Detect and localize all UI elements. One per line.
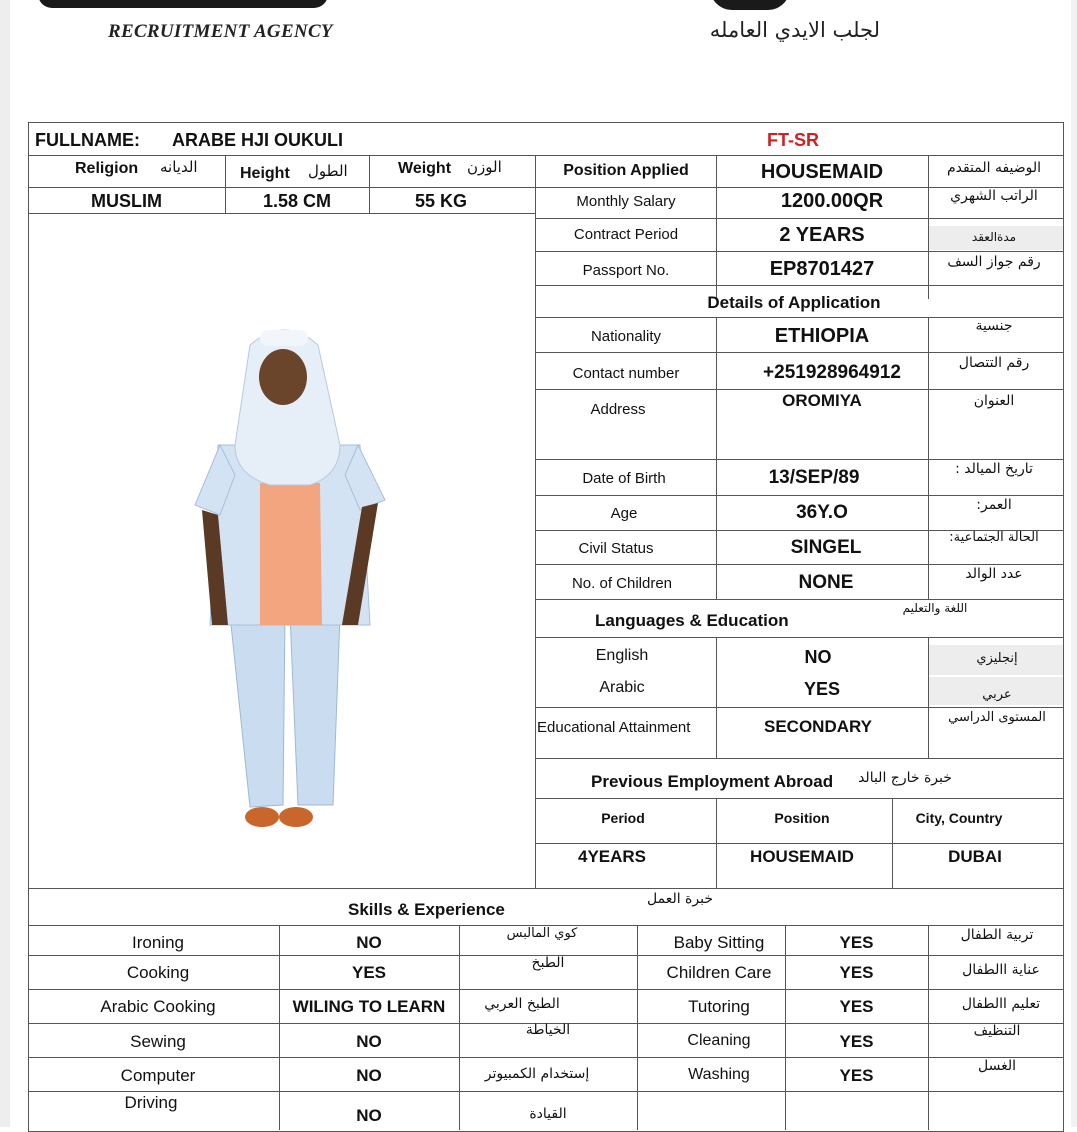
application-heading: Details of Application	[707, 293, 881, 312]
skill-label: Ironing	[132, 933, 184, 952]
skill-value: YES	[839, 933, 874, 952]
reference-code: FT-SR	[767, 130, 819, 150]
application-label-3: Date of Birth	[582, 470, 666, 487]
detail-value-0: HOUSEMAID	[760, 161, 884, 183]
application-value-4: 36Y.O	[796, 502, 848, 523]
skill-label-arabic: الخياطة	[525, 1022, 571, 1038]
rule	[637, 925, 638, 1130]
skills-heading: Skills & Experience	[348, 900, 505, 919]
rule	[535, 218, 1064, 219]
weight-label-arabic: الوزن	[467, 158, 502, 176]
language-label-0: English	[595, 647, 649, 664]
application-value-5: SINGEL	[790, 537, 862, 558]
rule	[535, 564, 1064, 565]
rule	[535, 599, 1064, 600]
rule	[785, 925, 786, 1130]
skill-label: Arabic Cooking	[100, 997, 216, 1016]
skill-label-arabic: كوي المالبس	[506, 926, 578, 941]
application-label-arabic-6: عدد الوالد	[965, 566, 1023, 582]
religion-value: MUSLIM	[91, 191, 162, 211]
detail-label-arabic-3: رقم جواز السف	[947, 254, 1041, 270]
skill-value: NO	[356, 1032, 382, 1051]
rule	[535, 389, 1064, 390]
skill-value: NO	[356, 933, 382, 952]
skill-label: Cleaning	[687, 1032, 751, 1049]
rule	[279, 925, 280, 1130]
detail-label-0: Position Applied	[563, 162, 689, 179]
skill-value: YES	[839, 997, 874, 1016]
skill-label: Tutoring	[688, 997, 750, 1016]
applicant-photo	[190, 325, 390, 840]
skill-value: NO	[356, 1106, 382, 1125]
skill-value: YES	[351, 963, 387, 982]
skill-label: Baby Sitting	[673, 933, 765, 952]
rule	[535, 758, 1064, 759]
employment-position: HOUSEMAID	[750, 847, 854, 866]
application-label-arabic-0: جنسية	[975, 318, 1013, 334]
rule	[28, 888, 1064, 889]
language-label-1: Arabic	[599, 679, 645, 696]
skill-label-arabic: الطبخ	[531, 955, 565, 971]
rule	[459, 925, 460, 1130]
application-label-arabic-3: تاريخ الميالد :	[955, 461, 1033, 477]
language-label-arabic-1: عربي	[982, 687, 1012, 702]
height-label: Height	[240, 165, 290, 182]
detail-label-arabic-1: الراتب الشهري	[950, 188, 1038, 204]
skill-value: YES	[839, 1032, 874, 1051]
application-value-0: ETHIOPIA	[774, 325, 870, 347]
language-value-1: YES	[803, 679, 841, 699]
application-label-0: Nationality	[590, 328, 662, 345]
rule	[535, 251, 1064, 252]
languages-heading: Languages & Education	[595, 611, 789, 630]
agency-logo-arabic	[710, 0, 790, 10]
rule	[28, 155, 1064, 156]
rule	[28, 187, 536, 188]
language-label-2: Educational Attainment	[537, 719, 691, 736]
language-label-arabic-2: المستوى الدراسي	[948, 710, 1046, 725]
fullname-value: ARABE HJI OUKULI	[172, 130, 344, 150]
weight-label: Weight	[398, 160, 452, 177]
detail-label-2: Contract Period	[573, 226, 679, 243]
rule	[28, 213, 536, 214]
application-value-1: +251928964912	[763, 362, 901, 383]
rule	[535, 843, 1064, 844]
language-value-0: NO	[804, 647, 832, 667]
detail-label-arabic-2: مدةالعقد	[971, 230, 1017, 244]
detail-value-1: 1200.00QR	[780, 190, 884, 212]
employment-column-position: Position	[774, 810, 830, 826]
rule	[535, 285, 1064, 286]
employment-city: DUBAI	[948, 847, 1002, 866]
application-value-3: 13/SEP/89	[768, 467, 860, 488]
religion-label-arabic: الديانه	[160, 158, 198, 176]
application-label-2: Address	[590, 401, 646, 418]
skill-value: YES	[839, 1066, 874, 1085]
employment-column-period: Period	[601, 810, 645, 826]
detail-label-3: Passport No.	[582, 262, 670, 279]
employment-heading: Previous Employment Abroad	[591, 772, 834, 791]
skill-label-arabic: الطبخ العربي	[484, 996, 560, 1012]
height-label-arabic: الطول	[308, 162, 348, 180]
skill-value: YES	[839, 963, 874, 982]
rule	[535, 352, 1064, 353]
rule	[28, 1057, 1064, 1058]
language-value-2: SECONDARY	[764, 717, 872, 736]
rule	[535, 495, 1064, 496]
application-label-arabic-2: العنوان	[973, 393, 1015, 409]
skill-label: Driving	[124, 1093, 178, 1112]
skill-label: Computer	[120, 1066, 196, 1085]
skill-label: Children Care	[666, 963, 772, 982]
detail-label-1: Monthly Salary	[576, 193, 676, 210]
detail-value-3: EP8701427	[769, 258, 875, 280]
application-value-2: OROMIYA	[782, 391, 862, 410]
skill-label: Washing	[688, 1066, 750, 1083]
rule	[535, 707, 1064, 708]
rule	[535, 637, 1064, 638]
agency-name: RECRUITMENT AGENCY	[108, 21, 333, 42]
rule	[535, 798, 1064, 799]
application-label-arabic-4: العمر:	[976, 497, 1012, 513]
languages-heading-arabic: اللغة والتعليم	[902, 601, 968, 615]
detail-label-arabic-0: الوضيفه المتقدم	[946, 160, 1042, 176]
page-edge	[0, 0, 10, 1127]
skill-value: NO	[356, 1066, 382, 1085]
page-edge	[1071, 0, 1077, 1127]
application-label-1: Contact number	[572, 365, 680, 382]
skill-label-arabic: إستخدام الكمبيوتر	[484, 1066, 590, 1082]
weight-value: 55 KG	[414, 191, 468, 211]
employment-column-city: City, Country	[915, 810, 1003, 826]
application-value-6: NONE	[798, 572, 854, 593]
application-label-6: No. of Children	[571, 575, 673, 592]
skills-heading-arabic: خبرة العمل	[647, 891, 713, 907]
application-label-arabic-1: رقم التتصال	[958, 355, 1030, 371]
agency-name-arabic: لجلب الايدي العامله	[709, 18, 880, 42]
employment-heading-arabic: خبرة خارج البالد	[858, 770, 952, 786]
skill-label-arabic: عناية االطفال	[962, 962, 1040, 978]
rule	[535, 459, 1064, 460]
detail-value-2: 2 YEARS	[779, 224, 865, 246]
skill-label: Cooking	[126, 963, 190, 982]
application-label-4: Age	[610, 505, 638, 522]
language-label-arabic-0: إنجليزي	[976, 651, 1018, 666]
religion-label: Religion	[75, 160, 139, 177]
application-label-5: Civil Status	[578, 540, 654, 557]
agency-logo	[38, 0, 328, 8]
fullname-label: FULLNAME:	[35, 130, 140, 150]
skill-label-arabic: التنظيف	[973, 1023, 1021, 1039]
rule	[28, 1091, 1064, 1092]
rule	[28, 989, 1064, 990]
skill-label-arabic: تعليم االطفال	[961, 996, 1041, 1012]
skill-label-arabic: القيادة	[529, 1106, 567, 1122]
application-label-arabic-5: الحالة الجتماعية:	[949, 530, 1039, 545]
skill-label: Sewing	[130, 1032, 186, 1051]
employment-period: 4YEARS	[577, 847, 647, 866]
skill-label-arabic: تربية الطفال	[960, 927, 1034, 943]
rule	[928, 925, 929, 1130]
height-value: 1.58 CM	[262, 191, 332, 211]
skill-label-arabic: الغسل	[977, 1058, 1016, 1074]
skill-value: WILING TO LEARN	[292, 997, 446, 1016]
